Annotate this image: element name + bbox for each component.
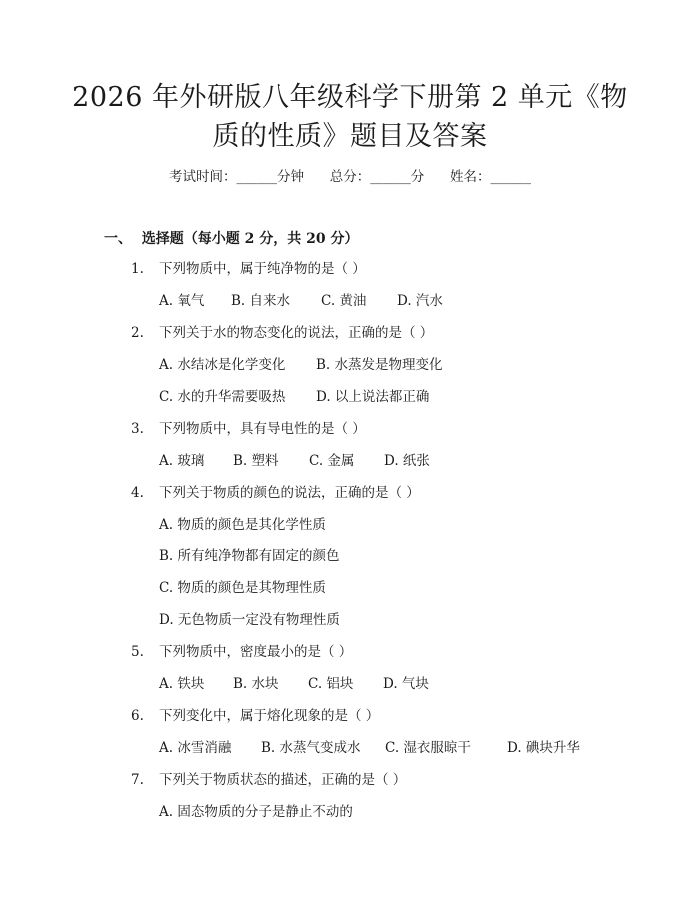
document-title <box>0 78 700 156</box>
option-a: A. 氧气 <box>159 293 205 309</box>
option-b: B. 自来水 <box>231 293 291 309</box>
question-text: 下列物质中，属于纯净物的是（ ） <box>159 261 366 277</box>
question-text: 下列关于物质状态的描述，正确的是（ ） <box>159 772 407 788</box>
option-b: B. 水块 <box>233 676 279 692</box>
option-b: B. 塑料 <box>233 453 279 469</box>
option-a: A. 铁块 <box>159 676 205 692</box>
option-c: C. 金属 <box>309 453 355 469</box>
option-d: D. 无色物质一定没有物理性质 <box>159 612 340 628</box>
option-a: A. 冰雪消融 <box>159 740 232 756</box>
question-text: 下列关于物质的颜色的说法，正确的是（ ） <box>159 485 420 501</box>
question-number: 1. <box>131 261 144 277</box>
question-text: 下列关于水的物态变化的说法，正确的是（ ） <box>159 325 434 341</box>
option-d: D. 纸张 <box>384 453 430 469</box>
option-a: A. 玻璃 <box>159 453 205 469</box>
option-d: D. 以上说法都正确 <box>316 389 430 405</box>
title-line-2: 质的性质》题目及答案 <box>212 121 488 152</box>
option-b: B. 水蒸发是物理变化 <box>316 357 443 373</box>
question-text: 下列物质中，具有导电性的是（ ） <box>159 421 366 437</box>
option-b: B. 所有纯净物都有固定的颜色 <box>159 548 340 564</box>
question-number: 7. <box>131 772 144 788</box>
option-c: C. 铝块 <box>308 676 354 692</box>
title-line-1: 2026 年外研版八年级科学下册第 2 单元《物 <box>72 82 628 113</box>
question-number: 6. <box>131 708 144 724</box>
option-d: D. 气块 <box>383 676 429 692</box>
option-a: A. 固态物质的分子是静止不动的 <box>159 804 353 820</box>
question-text: 下列变化中，属于熔化现象的是（ ） <box>159 708 380 724</box>
question-number: 2. <box>131 325 144 341</box>
question-number: 3. <box>131 421 144 437</box>
question-number: 4. <box>131 485 144 501</box>
option-d: D. 汽水 <box>397 293 443 309</box>
exam-info-line: 考试时间：______分钟 总分：______分 姓名：______ <box>169 169 531 185</box>
option-c: C. 水的升华需要吸热 <box>159 389 286 405</box>
section-heading: 一、 选择题（每小题 2 分，共 20 分） <box>104 231 359 247</box>
option-c: C. 物质的颜色是其物理性质 <box>159 580 326 596</box>
option-a: A. 水结冰是化学变化 <box>159 357 286 373</box>
option-c: C. 黄油 <box>321 293 367 309</box>
option-d: D. 碘块升华 <box>507 740 580 756</box>
option-b: B. 水蒸气变成水 <box>261 740 361 756</box>
option-c: C. 湿衣服晾干 <box>385 740 471 756</box>
question-text: 下列物质中，密度最小的是（ ） <box>159 644 353 660</box>
option-a: A. 物质的颜色是其化学性质 <box>159 517 326 533</box>
question-number: 5. <box>131 644 144 660</box>
